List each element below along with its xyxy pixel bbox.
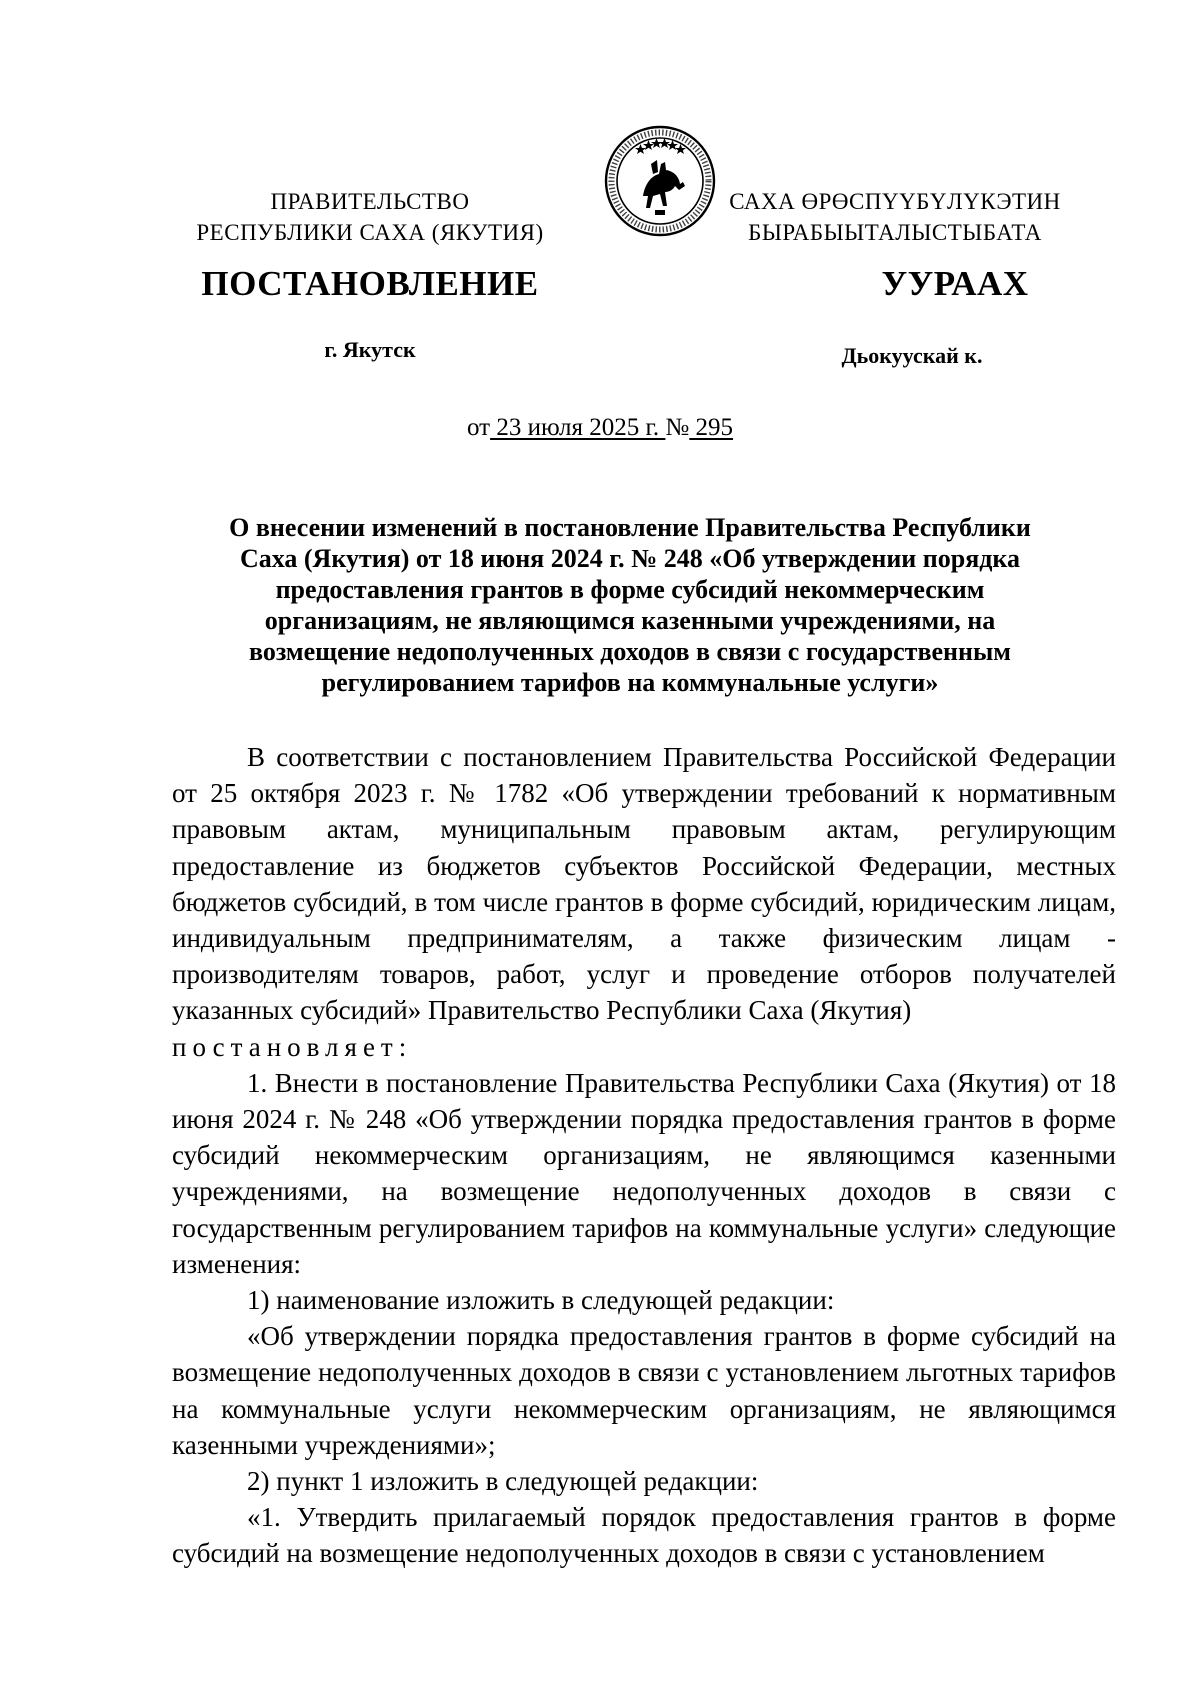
header-right-line1: САХА ӨРӨСПҮҮБҮЛҮКЭТИН <box>729 189 1061 214</box>
document-subject <box>170 512 1090 698</box>
subject-line: О внесении изменений в постановление Правительства Республики <box>229 513 1031 542</box>
city-yakut: Дьокуускай к. <box>841 343 983 368</box>
subparagraph-1: 1) наименование изложить в следующей редакции: <box>247 1285 835 1316</box>
header-right-line2: БЫРАБЫЫТАЛЫСТЫБАТА <box>748 220 1042 245</box>
city-russian: г. Якутск <box>324 337 416 362</box>
decree-word: постановляет: <box>172 1031 413 1062</box>
subject-line: организациям, не являющимся казенными учреждениями, на <box>264 606 996 635</box>
intro-paragraph: В соответствии с постановлением Правительства Российской Федерации от 25 октября 2023 г. № 1782 «Об утверждении требований к нормативным правовым актам, муниципальным правовым актам, регулирующим предоставление из бюджетов субъектов Российской Федерации, местных бюджетов субсидий, в том числе грантов в форме субсидий, юридическим лицам, индивидуальным предпринимателям, а также физическим лицам - производителям товаров, работ, услуг и проведение отборов получателей указанных субсидий» Правительство Республики Саха (Якутия) <box>172 742 1116 1026</box>
number-sign: № <box>665 414 690 441</box>
document-type-russian: ПОСТАНОВЛЕНИЕ <box>201 264 539 303</box>
date-and-number <box>0 414 1200 442</box>
government-name-yakut <box>695 186 1095 248</box>
subject-line: регулированием тарифов на коммунальные услуги» <box>321 668 939 697</box>
subject-line: возмещение недополученных доходов в связи с государственным <box>248 637 1012 666</box>
header-left-line1: ПРАВИТЕЛЬСТВО <box>270 189 470 214</box>
paragraph-1: 1. Внести в постановление Правительства Республики Саха (Якутия) от 18 июня 2024 г. № 248 «Об утверждении порядка предоставления грантов в форме субсидий некоммерческим организациям, не являющимся казенными учреждениями, на возмещение недополученных доходов в связи с государственным регулированием тарифов на коммунальные услуги» следующие изменения: <box>172 1067 1116 1279</box>
subject-line: предоставления грантов в форме субсидий некоммерческим <box>275 575 985 604</box>
document-date: 23 июля 2025 г. <box>490 414 666 441</box>
quoted-point-1: «1. Утвердить прилагаемый порядок предоставления грантов в форме субсидий на возмещение недополученных доходов в связи с установлением <box>172 1502 1116 1569</box>
subparagraph-2: 2) пункт 1 изложить в следующей редакции: <box>247 1466 759 1497</box>
document-type-yakut: УУРААХ <box>881 264 1029 303</box>
document-number: 295 <box>689 414 734 441</box>
quoted-title: «Об утверждении порядка предоставления грантов в форме субсидий на возмещение недополученных доходов в связи с установлением льготных тарифов на коммунальные услуги некоммерческим организациям, не являющимся казенными учреждениями»; <box>172 1321 1116 1460</box>
date-prefix: от <box>466 414 491 441</box>
subject-line: Саха (Якутия) от 18 июня 2024 г. № 248 «Об утверждении порядка <box>239 544 1021 573</box>
government-name-russian <box>170 186 570 248</box>
document-body <box>172 739 1116 1572</box>
header-left-line2: РЕСПУБЛИКИ САХА (ЯКУТИЯ) <box>196 220 544 245</box>
